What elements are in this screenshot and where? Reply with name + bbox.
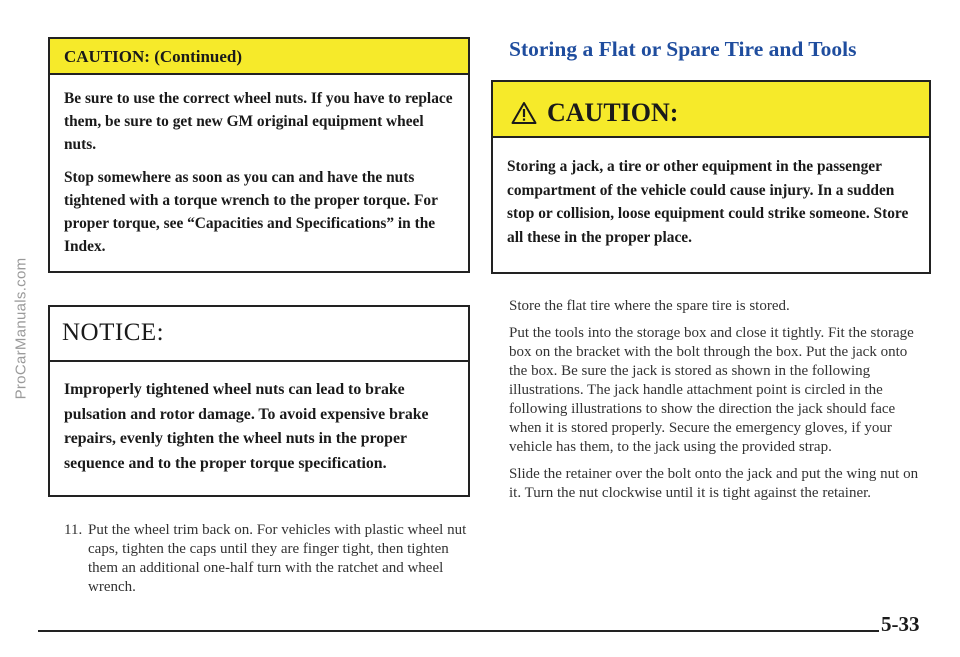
caution-continued-body xyxy=(50,75,468,258)
notice-text: Improperly tightened wheel nuts can lead to brake pulsation and rotor damage. To avoid expensive brake repairs, evenly tighten the wheel nuts in the proper sequence and to the proper torque specification. xyxy=(64,381,429,472)
watermark-text: ProCarManuals.com xyxy=(12,257,30,400)
paragraph: Put the tools into the storage box and close it tightly. Fit the storage box on the bracket with the bolt through the box. Put the jack onto the box. Be sure the jack is stored as shown in the following illustrations. The jack handle attachment point is circled in the following illustrations to show the direction the jack should face when it is stored properly. Secure the emergency gloves, if your vehicle has them, to the jack using the provided strap. xyxy=(509,325,914,455)
caution-text: Storing a jack, a tire or other equipment in the passenger compartment of the vehicle could cause injury. In a sudden stop or collision, loose equipment could strike someone. Store all these in the proper place. xyxy=(507,158,909,246)
paragraph: Store the flat tire where the spare tire is stored. xyxy=(509,298,790,314)
caution-continued-box xyxy=(48,37,470,273)
notice-heading: NOTICE: xyxy=(50,307,468,362)
caution-paragraph: Be sure to use the correct wheel nuts. If you have to replace them, be sure to get new GM original equipment wheel nuts. xyxy=(64,90,453,153)
watermark xyxy=(4,0,38,657)
warning-triangle-icon xyxy=(511,101,537,125)
notice-body xyxy=(50,362,468,476)
caution-body xyxy=(493,138,929,249)
footer-rule xyxy=(38,630,918,632)
caution-paragraph: Stop somewhere as soon as you can and have the nuts tightened with a torque wrench to the proper torque. For proper torque, see “Capacities and Specifications” in the Index. xyxy=(64,169,438,255)
step-number: 11. xyxy=(64,522,83,538)
step-text: Put the wheel trim back on. For vehicles with plastic wheel nut caps, tighten the caps until they are finger tight, then tighten them an additional one-half turn with the ratchet and wheel wrench. xyxy=(88,522,467,595)
page-number: 5-33 xyxy=(881,612,920,636)
paragraph: Slide the retainer over the bolt onto the jack and put the wing nut on it. Turn the nut clockwise until it is tight against the retainer. xyxy=(509,466,919,501)
caution-box xyxy=(491,80,931,274)
section-title: Storing a Flat or Spare Tire and Tools xyxy=(509,37,857,61)
notice-box xyxy=(48,305,470,497)
step-11 xyxy=(64,521,468,605)
caution-continued-heading: CAUTION: (Continued) xyxy=(50,39,468,75)
caution-heading-row xyxy=(493,82,929,138)
right-body-text xyxy=(509,297,927,511)
caution-heading: CAUTION: xyxy=(547,98,679,127)
